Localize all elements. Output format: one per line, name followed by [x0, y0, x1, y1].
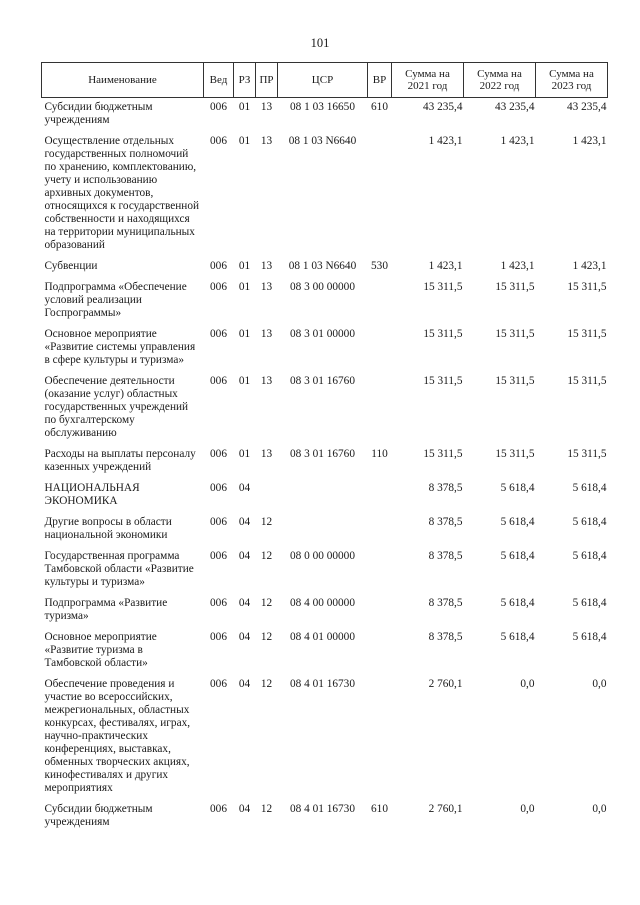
- budget-table: [41, 62, 608, 834]
- cell-csr: [278, 513, 368, 547]
- cell-ved: 006: [210, 550, 227, 562]
- cell-sum-2023: 43 235,4: [566, 101, 607, 113]
- cell-sum-2023: 0,0: [592, 803, 607, 815]
- cell-ved: 006: [210, 448, 227, 460]
- cell-sum-2023: 1 423,1: [572, 135, 607, 147]
- cell-sum-2022: 1 423,1: [500, 260, 535, 272]
- table-row: [42, 325, 608, 372]
- cell-vr: [368, 628, 392, 675]
- cell-ved: 006: [210, 631, 227, 643]
- header-sum-2023: Сумма на 2023 год: [536, 63, 608, 98]
- cell-sum-2022: 15 311,5: [495, 448, 535, 460]
- cell-name: Обеспечение проведения и участие во всероссийских, межрегиональных, областных конкурсах, фестивалях, играх, научно-практических конференциях, выставках, обменных творческих акциях, кинофестивалях и других мероприятиях: [44, 678, 191, 794]
- cell-pr: 13: [260, 101, 273, 113]
- cell-ved: 006: [210, 135, 227, 147]
- cell-ved: 006: [210, 375, 227, 387]
- cell-pr: 13: [260, 375, 273, 387]
- cell-sum-2021: 1 423,1: [428, 260, 463, 272]
- cell-sum-2021: 1 423,1: [428, 135, 463, 147]
- cell-rz: 04: [238, 597, 251, 609]
- cell-sum-2021: 8 378,5: [428, 550, 463, 562]
- cell-sum-2023: 15 311,5: [567, 448, 607, 460]
- cell-name: Осуществление отдельных государственных полномочий по хранению, комплектованию, учету и использованию архивных документов, относящихся к государственной собственности и находящихся на территории муниципальных образований: [44, 135, 200, 251]
- cell-sum-2023: 5 618,4: [572, 550, 607, 562]
- cell-name: Другие вопросы в области национальной экономики: [44, 516, 172, 541]
- cell-ved: 006: [210, 281, 227, 293]
- cell-vr: 110: [371, 448, 388, 460]
- cell-ved: 006: [210, 482, 227, 494]
- table-row: [42, 372, 608, 445]
- cell-sum-2023: 5 618,4: [572, 516, 607, 528]
- cell-name: Подпрограмма «Развитие туризма»: [44, 597, 168, 622]
- cell-rz: 04: [238, 803, 251, 815]
- cell-sum-2022: 1 423,1: [500, 135, 535, 147]
- cell-rz: 04: [238, 678, 251, 690]
- cell-ved: 006: [210, 101, 227, 113]
- cell-rz: 04: [238, 482, 251, 494]
- cell-name: НАЦИОНАЛЬНАЯ ЭКОНОМИКА: [44, 482, 140, 507]
- cell-name: Субсидии бюджетным учреждениям: [44, 803, 153, 828]
- cell-sum-2021: 15 311,5: [423, 375, 463, 387]
- cell-rz: 01: [238, 328, 251, 340]
- cell-csr: 08 4 01 16730: [290, 678, 355, 690]
- table-row: [42, 98, 608, 133]
- header-ved: Вед: [204, 63, 234, 98]
- cell-vr: [368, 372, 392, 445]
- cell-ved: 006: [210, 260, 227, 272]
- cell-sum-2023: 5 618,4: [572, 597, 607, 609]
- header-sum-2021: Сумма на 2021 год: [392, 63, 464, 98]
- cell-sum-2023: 15 311,5: [567, 328, 607, 340]
- cell-vr: [368, 479, 392, 513]
- cell-csr: 08 0 00 00000: [290, 550, 355, 562]
- table-body: [42, 98, 608, 835]
- cell-sum-2022: 5 618,4: [500, 482, 535, 494]
- cell-csr: 08 3 00 00000: [290, 281, 355, 293]
- cell-vr: 530: [371, 260, 388, 272]
- cell-vr: [368, 278, 392, 325]
- cell-name: Обеспечение деятельности (оказание услуг) областных государственных учреждений по бухгалтерскому обслуживанию: [44, 375, 189, 439]
- page-number: 101: [310, 36, 330, 50]
- cell-name: Субвенции: [44, 260, 98, 272]
- cell-csr: 08 3 01 00000: [290, 328, 355, 340]
- cell-pr: 12: [260, 678, 273, 690]
- cell-sum-2021: 15 311,5: [423, 281, 463, 293]
- cell-name: Подпрограмма «Обеспечение условий реализации Госпрограммы»: [44, 281, 187, 319]
- cell-vr: [368, 594, 392, 628]
- header-vr: ВР: [368, 63, 392, 98]
- cell-sum-2022: 15 311,5: [495, 328, 535, 340]
- cell-name: Основное мероприятие «Развитие туризма в Тамбовской области»: [44, 631, 157, 669]
- cell-ved: 006: [210, 803, 227, 815]
- cell-sum-2022: 5 618,4: [500, 550, 535, 562]
- cell-sum-2022: 5 618,4: [500, 516, 535, 528]
- cell-vr: [368, 675, 392, 800]
- cell-vr: [368, 547, 392, 594]
- cell-sum-2021: 8 378,5: [428, 516, 463, 528]
- cell-ved: 006: [210, 597, 227, 609]
- cell-pr: 13: [260, 448, 273, 460]
- table-row: [42, 513, 608, 547]
- cell-rz: 01: [238, 135, 251, 147]
- cell-csr: 08 1 03 N6640: [288, 135, 357, 147]
- cell-sum-2022: 15 311,5: [495, 281, 535, 293]
- cell-sum-2021: 15 311,5: [423, 328, 463, 340]
- cell-rz: 04: [238, 550, 251, 562]
- table-row: [42, 800, 608, 834]
- cell-sum-2021: 43 235,4: [422, 101, 463, 113]
- cell-name: Расходы на выплаты персоналу казенных учреждений: [44, 448, 196, 473]
- cell-pr: 13: [260, 281, 273, 293]
- header-rz: РЗ: [234, 63, 256, 98]
- table-row: [42, 278, 608, 325]
- cell-pr: 13: [260, 135, 273, 147]
- cell-name: Государственная программа Тамбовской области «Развитие культуры и туризма»: [44, 550, 194, 588]
- table-row: [42, 628, 608, 675]
- cell-sum-2021: 2 760,1: [428, 678, 463, 690]
- table-header-row: [42, 63, 608, 98]
- cell-rz: 04: [238, 516, 251, 528]
- cell-sum-2022: 5 618,4: [500, 631, 535, 643]
- cell-vr: [368, 513, 392, 547]
- table-row: [42, 594, 608, 628]
- cell-pr: 12: [260, 597, 273, 609]
- side-margin-mark: [634, 60, 638, 110]
- table-row: [42, 445, 608, 479]
- cell-sum-2021: 8 378,5: [428, 482, 463, 494]
- cell-sum-2022: 0,0: [520, 678, 535, 690]
- cell-csr: 08 4 01 00000: [290, 631, 355, 643]
- cell-csr: [278, 479, 368, 513]
- cell-sum-2022: 15 311,5: [495, 375, 535, 387]
- cell-pr: 12: [260, 516, 273, 528]
- cell-sum-2022: 0,0: [520, 803, 535, 815]
- cell-sum-2021: 2 760,1: [428, 803, 463, 815]
- cell-rz: 01: [238, 375, 251, 387]
- cell-sum-2023: 15 311,5: [567, 375, 607, 387]
- cell-rz: 01: [238, 260, 251, 272]
- cell-sum-2023: 1 423,1: [572, 260, 607, 272]
- cell-name: Основное мероприятие «Развитие системы управления в сфере культуры и туризма»: [44, 328, 196, 366]
- table-row: [42, 675, 608, 800]
- cell-csr: 08 4 01 16730: [290, 803, 355, 815]
- cell-rz: 01: [238, 448, 251, 460]
- cell-ved: 006: [210, 328, 227, 340]
- cell-sum-2023: 5 618,4: [572, 482, 607, 494]
- cell-sum-2021: 15 311,5: [423, 448, 463, 460]
- cell-ved: 006: [210, 516, 227, 528]
- cell-rz: 01: [238, 281, 251, 293]
- cell-rz: 04: [238, 631, 251, 643]
- cell-csr: 08 3 01 16760: [290, 448, 355, 460]
- cell-sum-2021: 8 378,5: [428, 631, 463, 643]
- cell-pr: 12: [260, 550, 273, 562]
- table-row: [42, 479, 608, 513]
- table-row: [42, 547, 608, 594]
- cell-rz: 01: [238, 101, 251, 113]
- table-row: [42, 132, 608, 257]
- header-sum-2022: Сумма на 2022 год: [464, 63, 536, 98]
- cell-sum-2022: 5 618,4: [500, 597, 535, 609]
- cell-vr: [368, 132, 392, 257]
- cell-pr: [256, 479, 278, 513]
- cell-csr: 08 3 01 16760: [290, 375, 355, 387]
- cell-pr: 12: [260, 631, 273, 643]
- cell-vr: 610: [371, 101, 388, 113]
- cell-sum-2023: 5 618,4: [572, 631, 607, 643]
- cell-sum-2022: 43 235,4: [494, 101, 535, 113]
- cell-sum-2023: 15 311,5: [567, 281, 607, 293]
- cell-ved: 006: [210, 678, 227, 690]
- cell-name: Субсидии бюджетным учреждениям: [44, 101, 153, 126]
- cell-csr: 08 1 03 N6640: [288, 260, 357, 272]
- cell-pr: 13: [260, 260, 273, 272]
- header-name: Наименование: [42, 63, 204, 98]
- cell-csr: 08 4 00 00000: [290, 597, 355, 609]
- cell-pr: 12: [260, 803, 273, 815]
- table-row: [42, 257, 608, 278]
- header-csr: ЦСР: [278, 63, 368, 98]
- header-pr: ПР: [256, 63, 278, 98]
- cell-sum-2021: 8 378,5: [428, 597, 463, 609]
- cell-csr: 08 1 03 16650: [290, 101, 355, 113]
- cell-vr: [368, 325, 392, 372]
- cell-pr: 13: [260, 328, 273, 340]
- cell-sum-2023: 0,0: [592, 678, 607, 690]
- cell-vr: 610: [371, 803, 388, 815]
